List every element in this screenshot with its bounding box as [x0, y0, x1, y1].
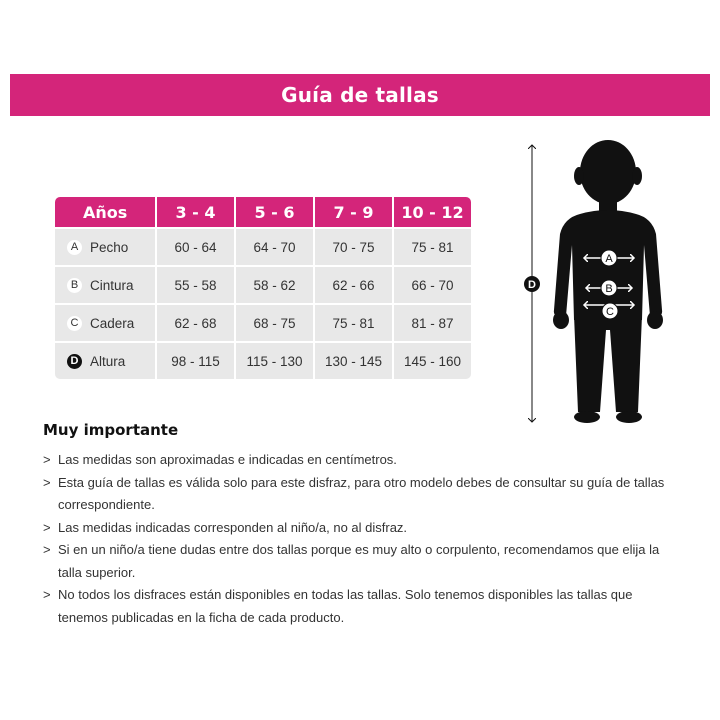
marker-letter: A	[67, 240, 82, 255]
table-cell: 75 - 81	[394, 227, 471, 265]
row-label	[55, 227, 157, 265]
header-size: 3 - 4	[157, 197, 236, 227]
important-notes	[43, 421, 683, 629]
row-label	[55, 265, 157, 303]
notes-list	[43, 449, 683, 629]
list-item	[43, 584, 683, 629]
marker-c	[602, 303, 618, 319]
marker-letter: B	[67, 278, 82, 293]
note-text: Las medidas indicadas corresponden al niño/a, no al disfraz.	[58, 519, 408, 535]
row-label	[55, 303, 157, 341]
bullet-marker: >	[43, 587, 51, 602]
list-item	[43, 539, 683, 584]
child-silhouette-diagram	[510, 130, 690, 430]
marker-label: A	[605, 253, 613, 265]
marker-letter: D	[67, 354, 82, 369]
measure-name: Cadera	[90, 315, 135, 331]
table-cell: 115 - 130	[236, 341, 315, 379]
measure-name: Pecho	[90, 239, 129, 255]
marker-b	[601, 280, 617, 296]
table-cell: 70 - 75	[315, 227, 394, 265]
note-text: Esta guía de tallas es válida solo para este disfraz, para otro modelo debes de consultar su guía de tallas correspondiente.	[58, 474, 665, 512]
measure-name: Altura	[90, 353, 126, 369]
list-item	[43, 517, 683, 540]
header-size: 5 - 6	[236, 197, 315, 227]
size-table	[55, 197, 471, 379]
table-cell: 55 - 58	[157, 265, 236, 303]
table-cell: 75 - 81	[315, 303, 394, 341]
table-row-chest	[55, 227, 471, 265]
table-cell: 66 - 70	[394, 265, 471, 303]
list-item	[43, 449, 683, 472]
header-size: 10 - 12	[394, 197, 471, 227]
table-row-hip	[55, 303, 471, 341]
marker-d	[524, 276, 540, 292]
marker-letter: C	[67, 316, 82, 331]
table-cell: 68 - 75	[236, 303, 315, 341]
table-cell: 62 - 66	[315, 265, 394, 303]
list-item	[43, 472, 683, 517]
note-text: Si en un niño/a tiene dudas entre dos tallas porque es muy alto o corpulento, recomendamos que elija la talla superior.	[58, 542, 660, 580]
table-cell: 81 - 87	[394, 303, 471, 341]
notes-heading: Muy importante	[43, 421, 179, 439]
bullet-marker: >	[43, 474, 51, 490]
bullet-marker: >	[43, 542, 51, 557]
note-text: No todos los disfraces están disponibles en todas las tallas. Solo tenemos disponibles las tallas que tenemos publicadas en la ficha de cada producto.	[58, 587, 633, 625]
table-header-row	[55, 197, 471, 227]
bullet-marker: >	[43, 519, 51, 535]
page-title: Guía de tallas	[281, 83, 439, 107]
table-cell: 98 - 115	[157, 341, 236, 379]
table-cell: 145 - 160	[394, 341, 471, 379]
table-cell: 62 - 68	[157, 303, 236, 341]
title-banner	[10, 74, 710, 116]
marker-label: B	[605, 283, 613, 295]
table-cell: 130 - 145	[315, 341, 394, 379]
marker-label: D	[528, 279, 536, 291]
table-cell: 64 - 70	[236, 227, 315, 265]
marker-a	[601, 250, 617, 266]
bullet-marker: >	[43, 452, 51, 467]
table-row-height	[55, 341, 471, 379]
note-text: Las medidas son aproximadas e indicadas en centímetros.	[58, 452, 397, 467]
header-years: Años	[55, 197, 157, 227]
table-row-waist	[55, 265, 471, 303]
header-size: 7 - 9	[315, 197, 394, 227]
table-cell: 60 - 64	[157, 227, 236, 265]
measure-name: Cintura	[90, 277, 134, 293]
table-cell: 58 - 62	[236, 265, 315, 303]
row-label	[55, 341, 157, 379]
marker-label: C	[606, 306, 614, 318]
